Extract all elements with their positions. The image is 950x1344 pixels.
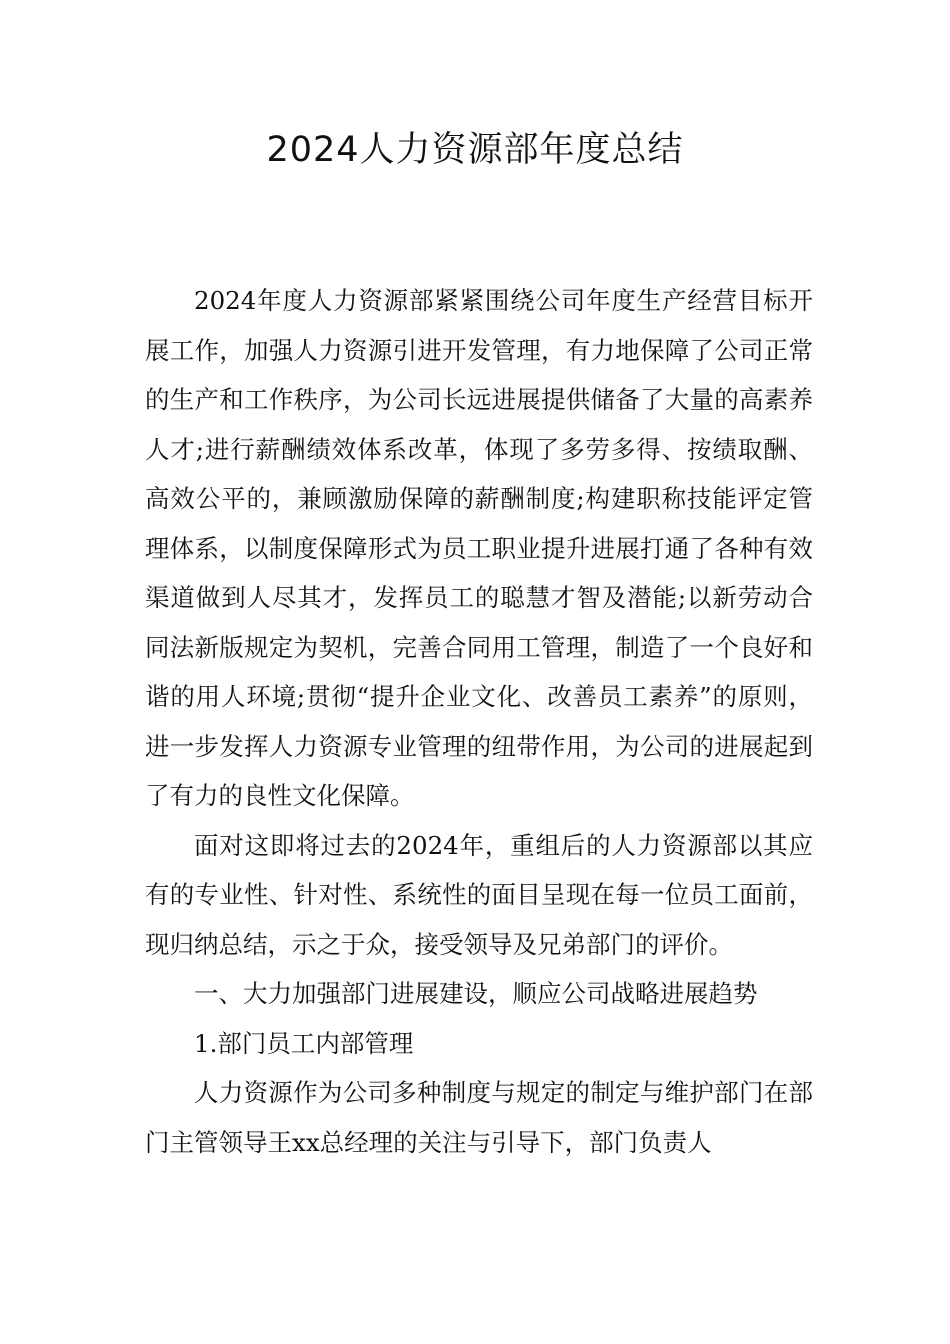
document-body: [145, 276, 813, 1167]
section-heading-1: 一、大力加强部门进展建设，顺应公司战略进展趋势: [194, 979, 758, 1008]
subsection-heading-1-1: 1.部门员工内部管理: [194, 1028, 414, 1058]
paragraph-internal-management: 人力资源作为公司多种制度与规定的制定与维护部门在部门主管领导王xx总经理的关注与引导下，部门负责人: [145, 1078, 813, 1157]
document-title: 2024人力资源部年度总结: [266, 130, 684, 170]
paragraph-summary: 面对这即将过去的2024年，重组后的人力资源部以其应有的专业性、针对性、系统性的面目呈现在每一位员工面前，现归纳总结，示之于众，接受领导及兄弟部门的评价。: [145, 830, 813, 959]
paragraph-intro: 2024年度人力资源部紧紧围绕公司年度生产经营目标开展工作，加强人力资源引进开发管理，有力地保障了公司正常的生产和工作秩序，为公司长远进展提供储备了大量的高素养人才;进行薪酬绩效体系改革，体现了多劳多得、按绩取酬、高效公平的，兼顾激励保障的薪酬制度;构建职称技能评定管理体系，以制度保障形式为员工职业提升进展打通了各种有效渠道做到人尽其才，发挥员工的聪慧才智及潜能;以新劳动合同法新版规定为契机，完善合同用工管理，制造了一个良好和谐的用人环境;贯彻“提升企业文化、改善员工素养”的原则，进一步发挥人力资源专业管理的纽带作用，为公司的进展起到了有力的良性文化保障。: [145, 286, 813, 810]
